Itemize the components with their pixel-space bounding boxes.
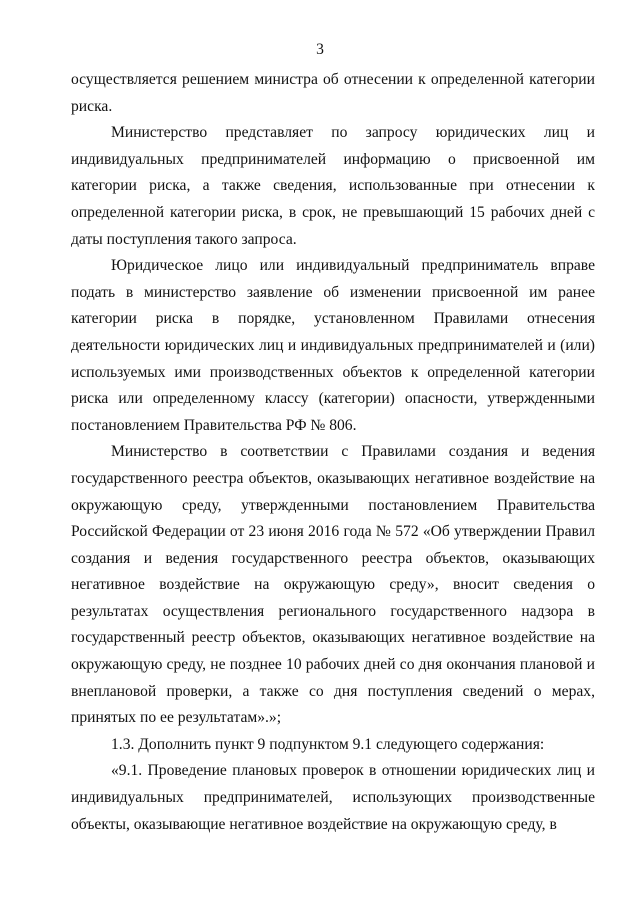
- paragraph-ministry-info: Министерство представляет по запросу юридических лиц и индивидуальных предпринимателей информацию о присвоенной им категории риска, а также сведения, использованные при отнесении к определенной категории риска, в срок, не превышающий 15 рабочих дней с даты поступления такого запроса.: [71, 124, 595, 248]
- page-number: 3: [316, 41, 324, 58]
- paragraph-subitem-9-1: «9.1. Проведение плановых проверок в отношении юридических лиц и индивидуальных предпринимателей, использующих производственные объекты, оказывающие негативное воздействие на окружающую среду, в: [71, 762, 595, 833]
- document-body: [71, 67, 595, 838]
- paragraph-amendment: 1.3. Дополнить пункт 9 подпунктом 9.1 следующего содержания:: [111, 735, 545, 753]
- paragraph-registry: Министерство в соответствии с Правилами создания и ведения государственного реестра объектов, оказывающих негативное воздействие на окружающую среду, утвержденными постановлением Правительства Российской Федерации от 23 июня 2016 года № 572 «Об утверждении Правил создания и ведения государственного реестра объектов, оказывающих негативное воздействие на окружающую среду», вносит сведения о результатах осуществления регионального государственного надзора в государственный реестр объектов, оказывающих негативное воздействие на окружающую среду, не позднее 10 рабочих дней со дня окончания плановой и внеплановой проверки, а также со дня поступления сведений о мерах, принятых по ее результатам».»;: [71, 443, 595, 727]
- paragraph-continuation: осуществляется решением министра об отнесении к определенной категории риска.: [71, 71, 595, 115]
- paragraph-category-change: Юридическое лицо или индивидуальный предприниматель вправе подать в министерство заявление об изменении присвоенной им ранее категории риска в порядке, установленном Правилами отнесения деятельности юридических лиц и индивидуальных предпринимателей и (или) используемых ими производственных объектов к определенной категории риска или определенному классу (категории) опасности, утвержденными постановлением Правительства РФ № 806.: [71, 257, 595, 434]
